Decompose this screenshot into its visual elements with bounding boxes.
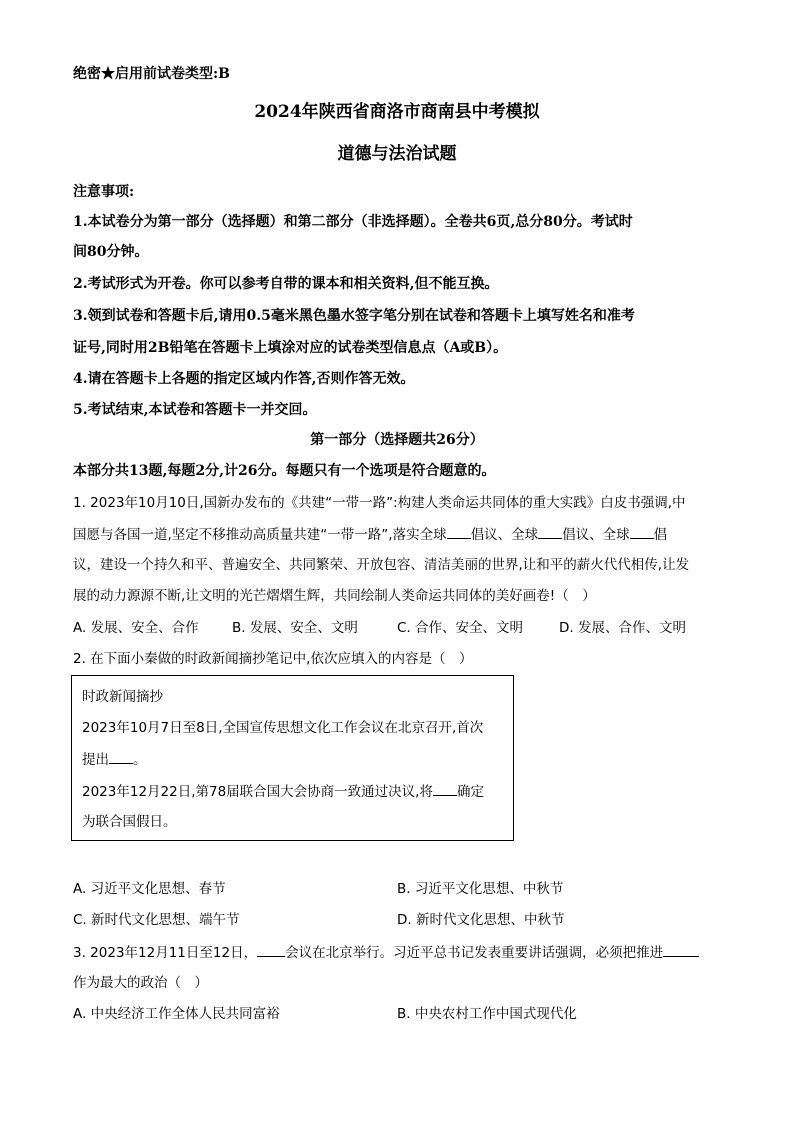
box-line-2 bbox=[82, 751, 147, 768]
q3-line-1 bbox=[73, 944, 699, 961]
q2-option-b: B. 习近平文化思想、中秋节 bbox=[397, 881, 564, 897]
q1-line-2 bbox=[73, 526, 667, 543]
q3-line-1b: 会议在北京举行。习近平总书记发表重要讲话强调，必须把推进 bbox=[285, 945, 664, 961]
q1-line-1: 1. 2023年10月10日,国新办发布的《共建“一带一路”:构建人类命运共同体的重大实践》白皮书强调,中 bbox=[73, 495, 686, 511]
note-1b: 间80分钟。 bbox=[73, 244, 149, 260]
part1-instruction: 本部分共13题,每题2分,计26分。每题只有一个选项是符合题意的。 bbox=[73, 463, 496, 479]
q1-option-d: D. 发展、合作、文明 bbox=[559, 620, 686, 636]
blank bbox=[257, 944, 285, 957]
q2-option-c: C. 新时代文化思想、端午节 bbox=[73, 912, 240, 928]
box-line-2a: 提出 bbox=[82, 752, 109, 768]
q1-line-2b: 倡议、全球 bbox=[470, 527, 539, 543]
box-line-4: 为联合国假日。 bbox=[82, 814, 177, 830]
box-line-3a: 2023年12月22日,第78届联合国大会协商一致通过决议,将 bbox=[82, 784, 433, 800]
q1-line-2c: 倡议、全球 bbox=[562, 527, 630, 543]
note-3b: 证号,同时用2B铅笔在答题卡上填涂对应的试卷类型信息点（A或B）。 bbox=[73, 340, 508, 356]
box-line-1: 2023年10月7日至8日,全国宣传思想文化工作会议在北京召开,首次 bbox=[82, 720, 484, 736]
blank bbox=[109, 751, 133, 764]
box-line-3 bbox=[82, 783, 484, 800]
secret-label: 绝密★启用前试卷类型:B bbox=[73, 66, 231, 82]
q1-option-c: C. 合作、安全、文明 bbox=[397, 620, 524, 636]
q1-line-4: 展的动力源源不断,让文明的光芒熠熠生辉，共同绘制人类命运共同体的美好画卷!（ ） bbox=[73, 588, 596, 604]
q3-line-2: 作为最大的政治（ ） bbox=[73, 975, 208, 991]
blank bbox=[663, 944, 699, 957]
blank bbox=[433, 783, 457, 796]
q1-line-2a: 国愿与各国一道,坚定不移推动高质量共建“一带一路”,落实全球 bbox=[73, 527, 447, 543]
q2-stem: 2. 在下面小秦做的时政新闻摘抄笔记中,依次应填入的内容是（ ） bbox=[73, 651, 473, 667]
blank bbox=[447, 526, 471, 539]
q3-option-b: B. 中央农村工作中国式现代化 bbox=[397, 1006, 577, 1022]
q2-option-d: D. 新时代文化思想、中秋节 bbox=[397, 912, 565, 928]
blank bbox=[538, 526, 562, 539]
news-notes-box bbox=[71, 675, 514, 841]
q3-option-a: A. 中央经济工作全体人民共同富裕 bbox=[73, 1006, 280, 1022]
box-title: 时政新闻摘抄 bbox=[82, 689, 163, 705]
box-line-3b: 确定 bbox=[456, 784, 484, 800]
q2-option-a: A. 习近平文化思想、春节 bbox=[73, 881, 226, 897]
notes-heading: 注意事项: bbox=[73, 184, 135, 200]
q1-option-a: A. 发展、安全、合作 bbox=[73, 620, 199, 636]
q1-line-3: 议，建设一个持久和平、普遍安全、共同繁荣、开放包容、清洁美丽的世界,让和平的薪火代代相传,让发 bbox=[73, 557, 690, 573]
part1-heading: 第一部分（选择题共26分） bbox=[310, 432, 484, 448]
note-3a: 3.领到试卷和答题卡后,请用0.5毫米黑色墨水签字笔分别在试卷和答题卡上填写姓名和准考 bbox=[73, 308, 635, 324]
page-title: 2024年陕西省商洛市商南县中考模拟 bbox=[254, 102, 540, 122]
note-2: 2.考试形式为开卷。你可以参考自带的课本和相关资料,但不能互换。 bbox=[73, 276, 499, 292]
blank bbox=[630, 526, 654, 539]
note-5: 5.考试结束,本试卷和答题卡一并交回。 bbox=[73, 402, 317, 418]
note-4: 4.请在答题卡上各题的指定区域内作答,否则作答无效。 bbox=[73, 371, 415, 387]
q3-line-1a: 3. 2023年12月11日至12日， bbox=[73, 945, 258, 961]
q1-option-b: B. 发展、安全、文明 bbox=[232, 620, 358, 636]
box-line-2b: 。 bbox=[133, 752, 147, 768]
q1-line-2d: 倡 bbox=[653, 527, 668, 543]
page-subtitle: 道德与法治试题 bbox=[337, 144, 457, 164]
note-1a: 1.本试卷分为第一部分（选择题）和第二部分（非选择题）。全卷共6页,总分80分。考试时 bbox=[73, 214, 633, 230]
